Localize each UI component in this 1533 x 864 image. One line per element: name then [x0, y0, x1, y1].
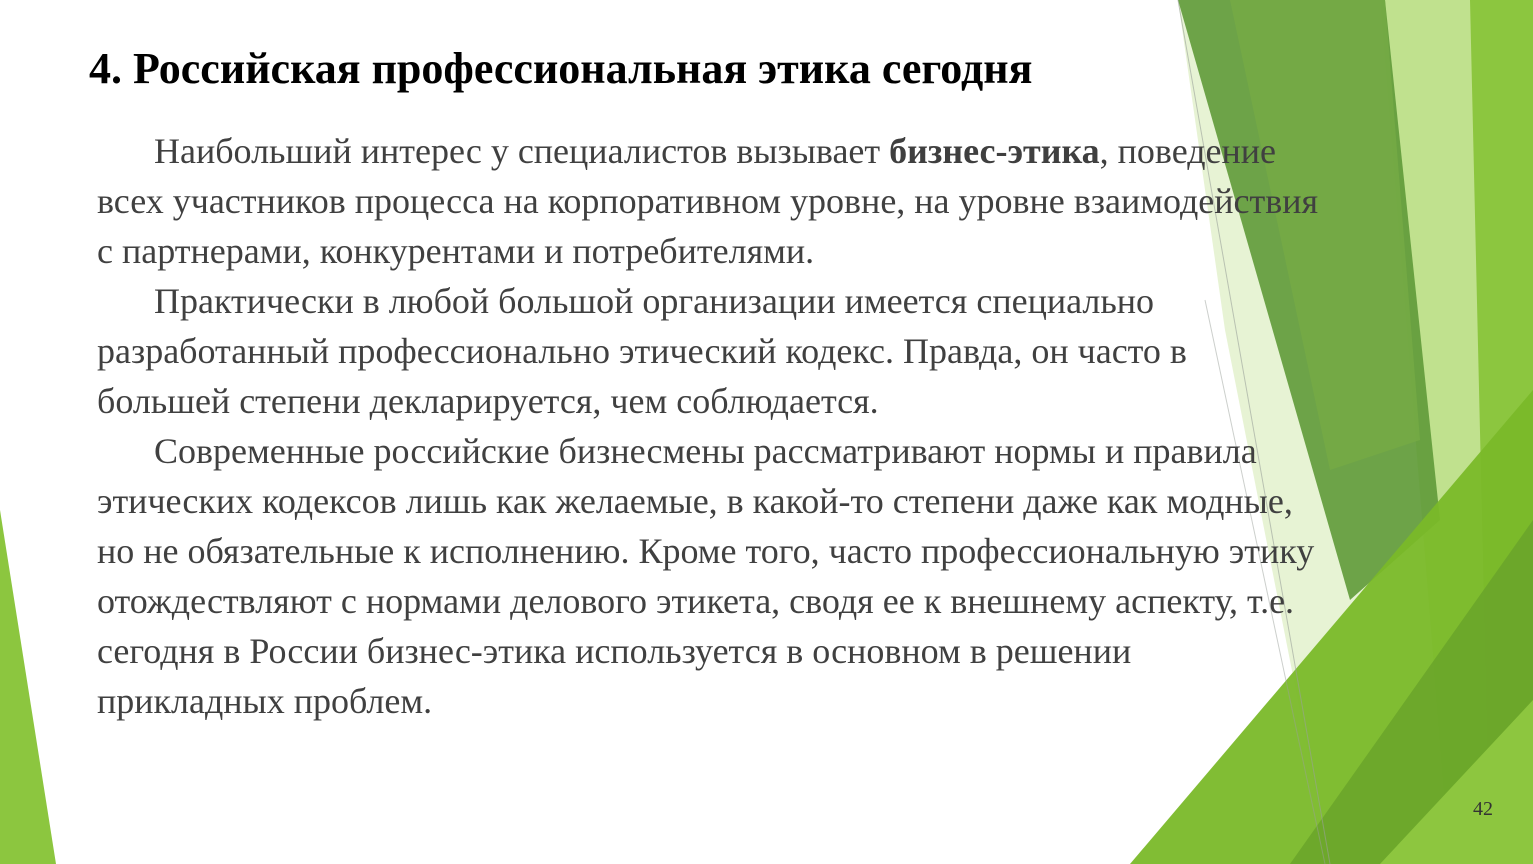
paragraph-3: Современные российские бизнесмены рассматривают нормы и правила этических кодексов лишь как желаемые, в какой-то степени даже как модные, но не обязательные к исполнению. Кроме того, часто профессиональную этику отождествляют с нормами делового этикета, сводя ее к внешнему аспекту, т.е. сегодня в России бизнес-этика используется в основном в решении прикладных проблем.	[97, 431, 1315, 721]
page-number: 42	[1473, 798, 1493, 820]
paragraph-1-text-start: Наибольший интерес у специалистов вызывает	[154, 131, 890, 171]
paragraph-2: Практически в любой большой организации имеется специально разработанный профессионально этический кодекс. Правда, он часто в большей степени декларируется, чем соблюдается.	[97, 281, 1187, 421]
slide-body	[97, 126, 1327, 726]
left-green-triangle	[0, 510, 56, 864]
slide-title: 4. Российская профессиональная этика сегодня	[89, 44, 1033, 93]
paragraph-1-text-end: , поведение всех участников процесса на корпоративном уровне, на уровне взаимодействия с партнерами, конкурентами и потребителями.	[97, 131, 1319, 271]
paragraph-1	[97, 126, 1327, 276]
paragraph-1-bold-term: бизнес-этика	[889, 131, 1100, 171]
